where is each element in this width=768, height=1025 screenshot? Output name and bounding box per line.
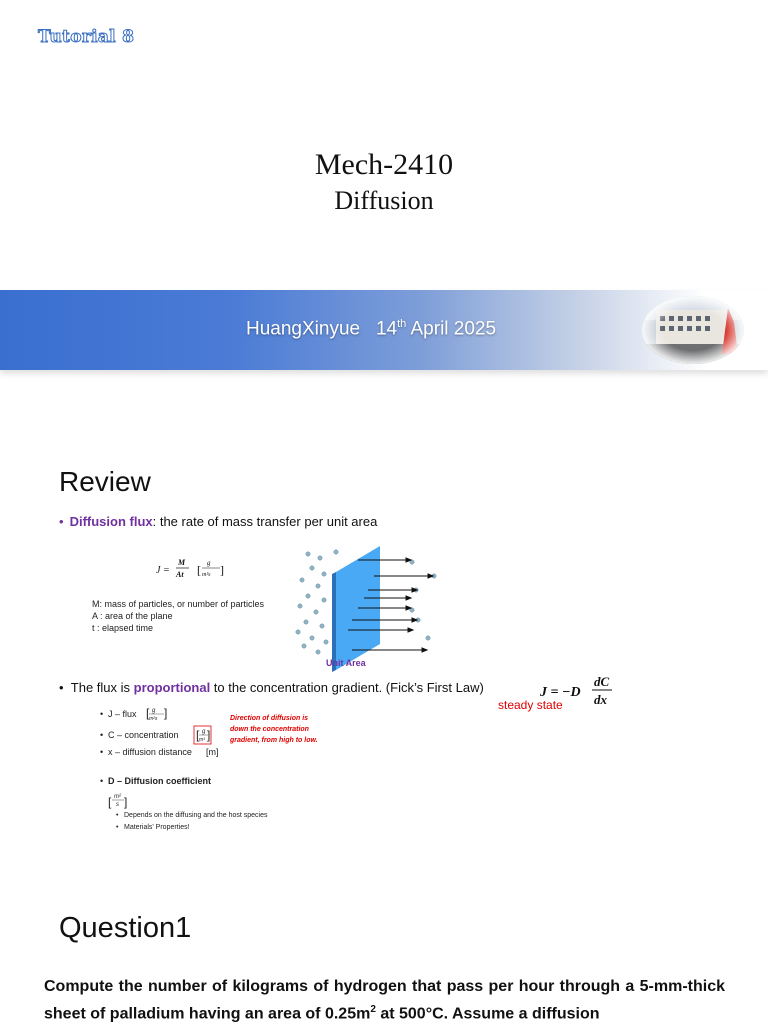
def-sub-depends: Depends on the diffusing and the host species (124, 812, 268, 819)
def-sub-materials: Materials' Properties! (124, 824, 190, 831)
bullet2-post: to the concentration gradient. (Fick’s First Law) (210, 680, 484, 695)
svg-text:[: [ (196, 728, 200, 742)
subject-title: Diffusion (334, 186, 434, 215)
review-slide (0, 440, 768, 880)
date-day: 14 (375, 318, 398, 340)
note-line-3: gradient, from high to low. (230, 737, 318, 744)
campus-photo (642, 296, 744, 364)
def-c-concentration: C – concentration (108, 730, 179, 740)
bullet-dot: • (59, 680, 71, 695)
author-name: HuangXinyue (246, 318, 361, 340)
svg-text:]: ] (207, 728, 211, 742)
svg-text:g: g (202, 729, 206, 735)
title-slide (0, 0, 768, 440)
svg-text:[m]: [m] (206, 747, 219, 757)
svg-text:•: • (100, 730, 104, 740)
svg-text:m³: m³ (199, 737, 205, 743)
svg-text:[: [ (108, 795, 112, 809)
svg-text:•: • (116, 812, 119, 819)
svg-text:At: At (176, 570, 184, 579)
svg-text:•: • (116, 824, 119, 831)
term-proportional: proportional (133, 680, 211, 695)
note-line-2: down the concentration (230, 726, 309, 733)
question-text (44, 975, 725, 1025)
svg-text:[: [ (197, 563, 201, 577)
bullet-dot: • (59, 514, 64, 529)
svg-text:•: • (100, 709, 104, 719)
svg-text:]: ] (124, 795, 128, 809)
definitions-panel (96, 704, 336, 834)
svg-text:m²s: m²s (202, 572, 211, 578)
flux-formula (156, 555, 236, 585)
bullet-proportional (59, 680, 484, 695)
review-heading: Review (59, 466, 151, 497)
bullet2-pre: The flux is (70, 680, 134, 695)
question-heading: Question1 (59, 912, 192, 944)
bullet-diffusion-flux (59, 514, 377, 529)
svg-text:J = −D: J = −D (540, 685, 581, 700)
def-d-coefficient: D – Diffusion coefficient (108, 776, 212, 786)
date-suffix: th (397, 318, 407, 330)
svg-text:M: M (178, 558, 186, 567)
question-text-b: at 500°C. Assume a diffusion (375, 1005, 600, 1023)
svg-text:[: [ (146, 706, 150, 720)
svg-text:m²s: m²s (149, 716, 158, 722)
svg-text:•: • (100, 776, 104, 786)
bullet1-text: : the rate of mass transfer per unit area (152, 514, 378, 529)
unit-area-diagram (288, 546, 448, 674)
term-diffusion-flux: Diffusion flux (69, 514, 153, 529)
svg-text:s: s (116, 802, 119, 808)
legend-m: M: mass of particles, or number of particles (92, 599, 265, 609)
legend-a: A : area of the plane (92, 611, 173, 621)
note-line-1: Direction of diffusion is (230, 715, 309, 722)
unit-area-label: Unit Area (326, 658, 366, 668)
author-date (246, 318, 496, 340)
date-rest: April 2025 (410, 318, 497, 340)
course-code: Mech-2410 (314, 148, 454, 181)
question-slide (0, 880, 768, 1024)
svg-text:]: ] (164, 706, 168, 720)
svg-text:dx: dx (594, 692, 607, 707)
svg-text:g: g (207, 559, 211, 567)
def-x-distance: x – diffusion distance (108, 747, 192, 757)
svg-text:dC: dC (594, 674, 610, 689)
tutorial-label: Tutorial 8 (38, 27, 135, 47)
svg-text:•: • (100, 747, 104, 757)
question-text-sup: 2 (370, 1004, 376, 1015)
svg-text:g: g (152, 708, 156, 714)
steady-state-note: steady state (498, 698, 563, 712)
svg-text:m²: m² (114, 794, 121, 800)
svg-text:]: ] (220, 563, 224, 577)
formula-legend (92, 598, 264, 634)
legend-t: t : elapsed time (92, 623, 154, 633)
def-j-flux: J – flux (108, 709, 137, 719)
svg-text:J =: J = (156, 565, 170, 576)
question-text-a: Compute the number of kilograms of hydrogen that pass per hour through a 5-mm-thick sheet of palladium having an area of 0.25m (44, 978, 725, 1023)
